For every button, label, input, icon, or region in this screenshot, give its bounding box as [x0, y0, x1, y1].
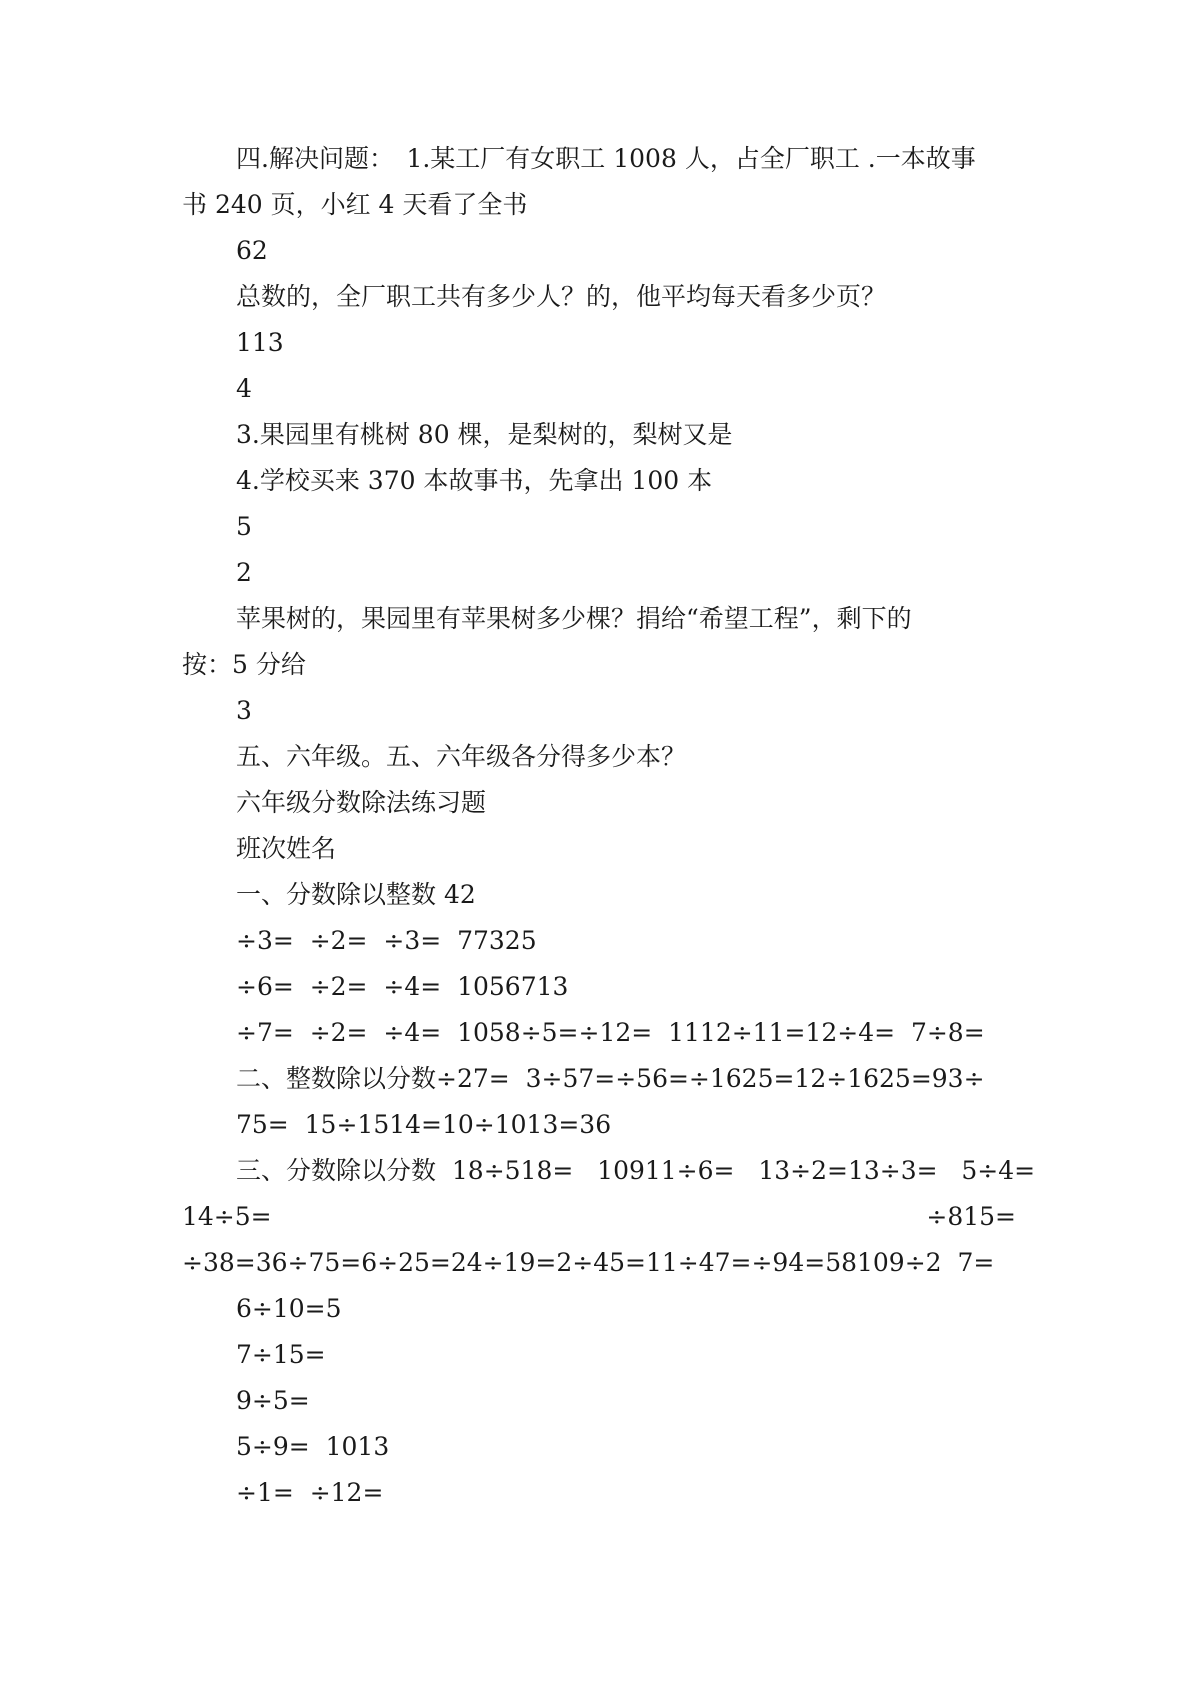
exercise-line: ÷38=36÷75=6÷25=24÷19=2÷45=11÷47=÷94=58109÷2 7= [182, 1248, 995, 1277]
exercise-line-right: ÷815= [926, 1202, 1016, 1231]
section-1-heading: 一、分数除以整数 42 [236, 880, 476, 909]
fraction-fragment: 62 [236, 236, 268, 265]
problem-1-line-1: 四.解决问题： 1.某工厂有女职工 1008 人，占全厂职工 .一本故事 [236, 144, 976, 173]
exercise-line: 5÷9= 1013 [236, 1432, 390, 1461]
problem-1-line-2: 书 240 页，小红 4 天看了全书 [182, 190, 528, 219]
class-name-field: 班次姓名 [236, 834, 337, 863]
exercise-line: ÷3= ÷2= ÷3= 77325 [236, 926, 537, 955]
exercise-line: 9÷5= [236, 1386, 310, 1415]
fraction-fragment: 2 [236, 558, 252, 587]
exercise-line: 7÷15= [236, 1340, 326, 1369]
exercise-line: 14÷5= [182, 1202, 272, 1231]
problem-3-line-1: 3.果园里有桃树 80 棵，是梨树的，梨树又是 [236, 420, 733, 449]
problem-3-4-line-2: 苹果树的，果园里有苹果树多少棵？捐给“希望工程”，剩下的 [236, 604, 912, 633]
worksheet-title: 六年级分数除法练习题 [236, 788, 487, 817]
fraction-fragment: 113 [236, 328, 284, 357]
problem-4-line-1: 4.学校买来 370 本故事书，先拿出 100 本 [236, 466, 713, 495]
exercise-line: ÷6= ÷2= ÷4= 1056713 [236, 972, 569, 1001]
exercise-line: ÷1= ÷12= [236, 1478, 384, 1507]
fraction-fragment: 3 [236, 696, 252, 725]
problem-1-line-3: 总数的，全厂职工共有多少人？的，他平均每天看多少页？ [236, 282, 887, 311]
problem-4-line-2: 按：5 分给 [182, 650, 306, 679]
exercise-line: 75= 15÷1514=10÷1013=36 [236, 1110, 612, 1139]
exercise-line: ÷7= ÷2= ÷4= 1058÷5=÷12= 1112÷11=12÷4= 7÷8= [236, 1018, 985, 1047]
fraction-fragment: 5 [236, 512, 252, 541]
fraction-fragment: 4 [236, 374, 252, 403]
section-3-heading: 三、分数除以分数 18÷518= 10911÷6= 13÷2=13÷3= 5÷4= [236, 1156, 1036, 1185]
exercise-line: 6÷10=5 [236, 1294, 342, 1323]
section-2-heading: 二、整数除以分数÷27= 3÷57=÷56=÷1625=12÷1625=93÷ [236, 1064, 985, 1093]
problem-4-line-3: 五、六年级。五、六年级各分得多少本？ [236, 742, 687, 771]
